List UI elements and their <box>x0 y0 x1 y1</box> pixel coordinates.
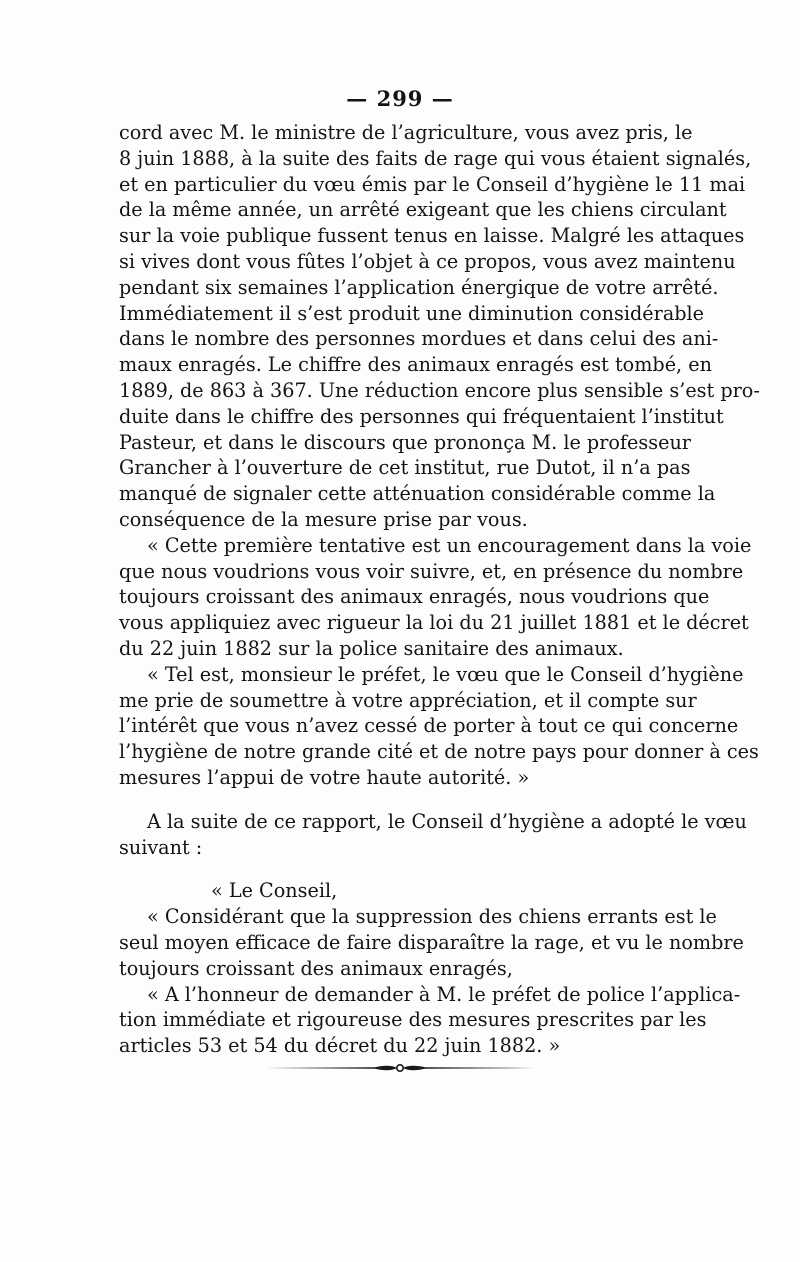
text-line: conséquence de la mesure prise par vous. <box>119 507 528 531</box>
text-line: suivant : <box>119 835 203 859</box>
text-line: du 22 juin 1882 sur la police sanitaire des animaux. <box>119 636 624 660</box>
text-line: toujours croissant des animaux enragés, <box>119 956 513 980</box>
text-line: A la suite de ce rapport, le Conseil d’hygiène a adopté le vœu <box>147 809 747 833</box>
text-line: « Considérant que la suppression des chiens errants est le <box>147 905 717 929</box>
text-line: me prie de soumettre à votre appréciation, et il compte sur <box>119 688 697 712</box>
text-line: l’hygiène de notre grande cité et de notre pays pour donner à ces <box>119 740 759 764</box>
body-text <box>119 120 760 1059</box>
paragraph-gap <box>119 791 677 809</box>
text-line: tion immédiate et rigoureuse des mesures prescrites par les <box>119 1008 707 1032</box>
paragraph-1 <box>119 120 760 533</box>
text-line: Pasteur, et dans le discours que prononça M. le professeur <box>119 430 691 454</box>
paragraph-gap <box>119 860 677 878</box>
text-line: manqué de signaler cette atténuation considérable comme la <box>119 482 716 506</box>
text-line: que nous voudrions vous voir suivre, et, en présence du nombre <box>119 559 744 583</box>
text-line: cord avec M. le ministre de l’agriculture, vous avez pris, le <box>119 121 693 144</box>
paragraph-4 <box>119 809 747 861</box>
text-line: vous appliquiez avec rigueur la loi du 21 juillet 1881 et le décret <box>119 611 749 635</box>
paragraph-5 <box>119 878 677 904</box>
text-line: 8 juin 1888, à la suite des faits de rage qui vous étaient signalés, <box>119 146 752 170</box>
text-line: et en particulier du vœu émis par le Conseil d’hygiène le 11 mai <box>119 172 746 196</box>
text-line: si vives dont vous fûtes l’objet à ce propos, vous avez maintenu <box>119 249 736 273</box>
text-line: « Tel est, monsieur le préfet, le vœu que le Conseil d’hygiène <box>147 662 744 686</box>
section-end-ornament <box>265 1062 535 1074</box>
text-line: articles 53 et 54 du décret du 22 juin 1882. » <box>119 1034 561 1058</box>
text-line: pendant six semaines l’application énergique de votre arrêté. <box>119 275 719 299</box>
paragraph-7 <box>119 982 741 1059</box>
text-line: l’intérêt que vous n’avez cessé de porter à tout ce qui concerne <box>119 714 739 738</box>
text-line: de la même année, un arrêté exigeant que les chiens circulant <box>119 198 727 222</box>
text-line: duite dans le chiffre des personnes qui fréquentaient l’institut <box>119 404 724 428</box>
text-line: maux enragés. Le chiffre des animaux enragés est tombé, en <box>119 353 712 377</box>
text-line: « Cette première tentative est un encouragement dans la voie <box>147 533 752 557</box>
text-line: « A l’honneur de demander à M. le préfet de police l’applica- <box>147 982 741 1006</box>
page-number: — 299 — <box>346 86 454 111</box>
paragraph-2 <box>119 533 752 662</box>
text-line: mesures l’appui de votre haute autorité. » <box>119 765 530 789</box>
text-line: « Le Conseil, <box>211 879 338 903</box>
paragraph-6 <box>119 904 744 981</box>
text-line: 1889, de 863 à 367. Une réduction encore plus sensible s’est pro- <box>119 378 760 402</box>
text-line: seul moyen efficace de faire disparaître la rage, et vu le nombre <box>119 930 744 954</box>
text-line: dans le nombre des personnes mordues et dans celui des ani- <box>119 327 719 351</box>
text-line: Grancher à l’ouverture de cet institut, rue Dutot, il n’a pas <box>119 456 691 480</box>
text-line: toujours croissant des animaux enragés, nous voudrions que <box>119 585 710 609</box>
text-line: sur la voie publique fussent tenus en laisse. Malgré les attaques <box>119 224 745 248</box>
paragraph-3 <box>119 662 759 791</box>
text-line: Immédiatement il s’est produit une diminution considérable <box>119 301 705 325</box>
